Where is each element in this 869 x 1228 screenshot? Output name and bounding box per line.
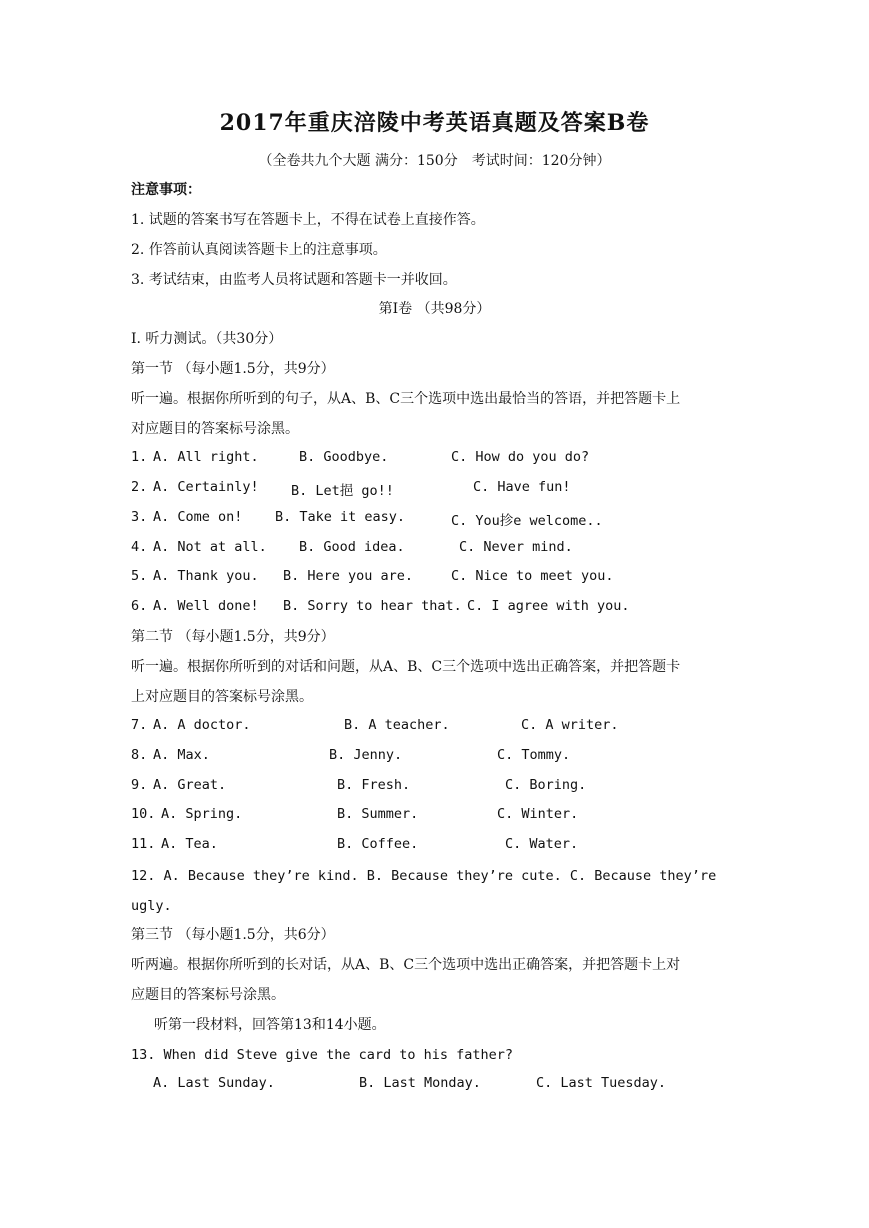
question-row <box>131 1075 751 1095</box>
question-row <box>131 568 751 588</box>
option-c: C. You抮e welcome.. <box>451 513 603 529</box>
option-c: C. Last Tuesday. <box>536 1075 667 1091</box>
exam-subtitle: （全卷共九个大题 满分：150分 考试时间：120分钟） <box>258 153 611 169</box>
option-b: B. Fresh. <box>337 777 411 793</box>
notice-heading: 注意事项： <box>131 182 201 198</box>
question-number: 6. <box>131 598 148 614</box>
question-12-continued: ugly. <box>131 898 172 914</box>
option-b: B. A teacher. <box>344 717 450 733</box>
section3-heading: 第三节 （每小题1.5分，共6分） <box>131 927 335 943</box>
option-b: B. Here you are. <box>283 568 414 584</box>
section1-instruction: 听一遍。根据你所听到的句子，从A、B、C三个选项中选出最恰当的答语，并把答题卡上 <box>131 391 681 407</box>
option-c: C. Boring. <box>505 777 587 793</box>
option-a: A. Spring. <box>161 806 243 822</box>
option-b: B. Take it easy. <box>275 509 406 525</box>
question-row <box>131 777 751 797</box>
option-c: C. Tommy. <box>497 747 571 763</box>
option-b: B. Coffee. <box>337 836 419 852</box>
option-a: A. Come on! <box>153 509 243 525</box>
option-b: B. Good idea. <box>299 539 405 555</box>
option-c: C. Never mind. <box>459 539 573 555</box>
option-a: A. Certainly! <box>153 479 259 495</box>
question-number: 1. <box>131 449 148 465</box>
option-c: C. Water. <box>505 836 579 852</box>
question-row <box>131 717 751 737</box>
question-row <box>131 747 751 767</box>
question-row <box>131 539 751 559</box>
section1-heading: 第一节 （每小题1.5分，共9分） <box>131 361 335 377</box>
option-c: C. How do you do? <box>451 449 590 465</box>
option-a: A. Great. <box>153 777 227 793</box>
part-heading: 第Ⅰ卷 （共98分） <box>378 301 491 317</box>
question-number: 10. <box>131 806 156 822</box>
page-title: 2017年重庆涪陵中考英语真题及答案B卷 <box>219 110 650 136</box>
option-b: B. Summer. <box>337 806 419 822</box>
question-number: 4. <box>131 539 148 555</box>
option-c: C. Have fun! <box>473 479 571 495</box>
section3-instruction: 听两遍。根据你所听到的长对话，从A、B、C三个选项中选出正确答案，并把答题卡上对 <box>131 957 681 973</box>
section2-instruction: 上对应题目的答案标号涂黑。 <box>131 689 313 705</box>
option-a: A. A doctor. <box>153 717 251 733</box>
question-number: 5. <box>131 568 148 584</box>
option-a: A. Max. <box>153 747 210 763</box>
question-row <box>131 509 751 529</box>
option-b: B. Jenny. <box>329 747 403 763</box>
question-number: 7. <box>131 717 148 733</box>
section1-instruction: 对应题目的答案标号涂黑。 <box>131 421 299 437</box>
option-b: B. Sorry to hear that. <box>283 598 462 614</box>
listening-heading: I. 听力测试。（共30分） <box>131 331 283 347</box>
question-number: 2. <box>131 479 148 495</box>
question-row <box>131 449 751 469</box>
notice-item: 2. 作答前认真阅读答题卡上的注意事项。 <box>131 242 387 258</box>
option-b: B. Last Monday. <box>359 1075 481 1091</box>
notice-item: 3. 考试结束，由监考人员将试题和答题卡一并收回。 <box>131 272 457 288</box>
option-b: B. Goodbye. <box>299 449 389 465</box>
section3-instruction: 应题目的答案标号涂黑。 <box>131 987 285 1003</box>
option-a: A. All right. <box>153 449 259 465</box>
section2-heading: 第二节 （每小题1.5分，共9分） <box>131 629 335 645</box>
question-13-stem: 13. When did Steve give the card to his father? <box>131 1047 514 1063</box>
question-row <box>131 806 751 826</box>
question-row <box>131 479 751 499</box>
question-row <box>131 598 751 618</box>
question-12: 12. A. Because they’re kind. B. Because they’re cute. C. Because they’re <box>131 868 717 884</box>
question-number: 11. <box>131 836 156 852</box>
option-c: C. Winter. <box>497 806 579 822</box>
option-c: C. A writer. <box>521 717 619 733</box>
material-note: 听第一段材料，回答第13和14小题。 <box>154 1017 386 1033</box>
option-a: A. Thank you. <box>153 568 259 584</box>
notice-item: 1. 试题的答案书写在答题卡上，不得在试卷上直接作答。 <box>131 212 485 228</box>
option-a: A. Well done! <box>153 598 259 614</box>
option-a: A. Not at all. <box>153 539 267 555</box>
option-a: A. Tea. <box>161 836 218 852</box>
option-c: C. I agree with you. <box>467 598 630 614</box>
option-c: C. Nice to meet you. <box>451 568 614 584</box>
option-a: A. Last Sunday. <box>153 1075 275 1091</box>
option-b: B. Let挹 go!! <box>291 483 394 499</box>
section2-instruction: 听一遍。根据你所听到的对话和问题，从A、B、C三个选项中选出正确答案，并把答题卡 <box>131 659 681 675</box>
question-number: 8. <box>131 747 148 763</box>
question-number: 3. <box>131 509 148 525</box>
question-row <box>131 836 751 856</box>
question-number: 9. <box>131 777 148 793</box>
